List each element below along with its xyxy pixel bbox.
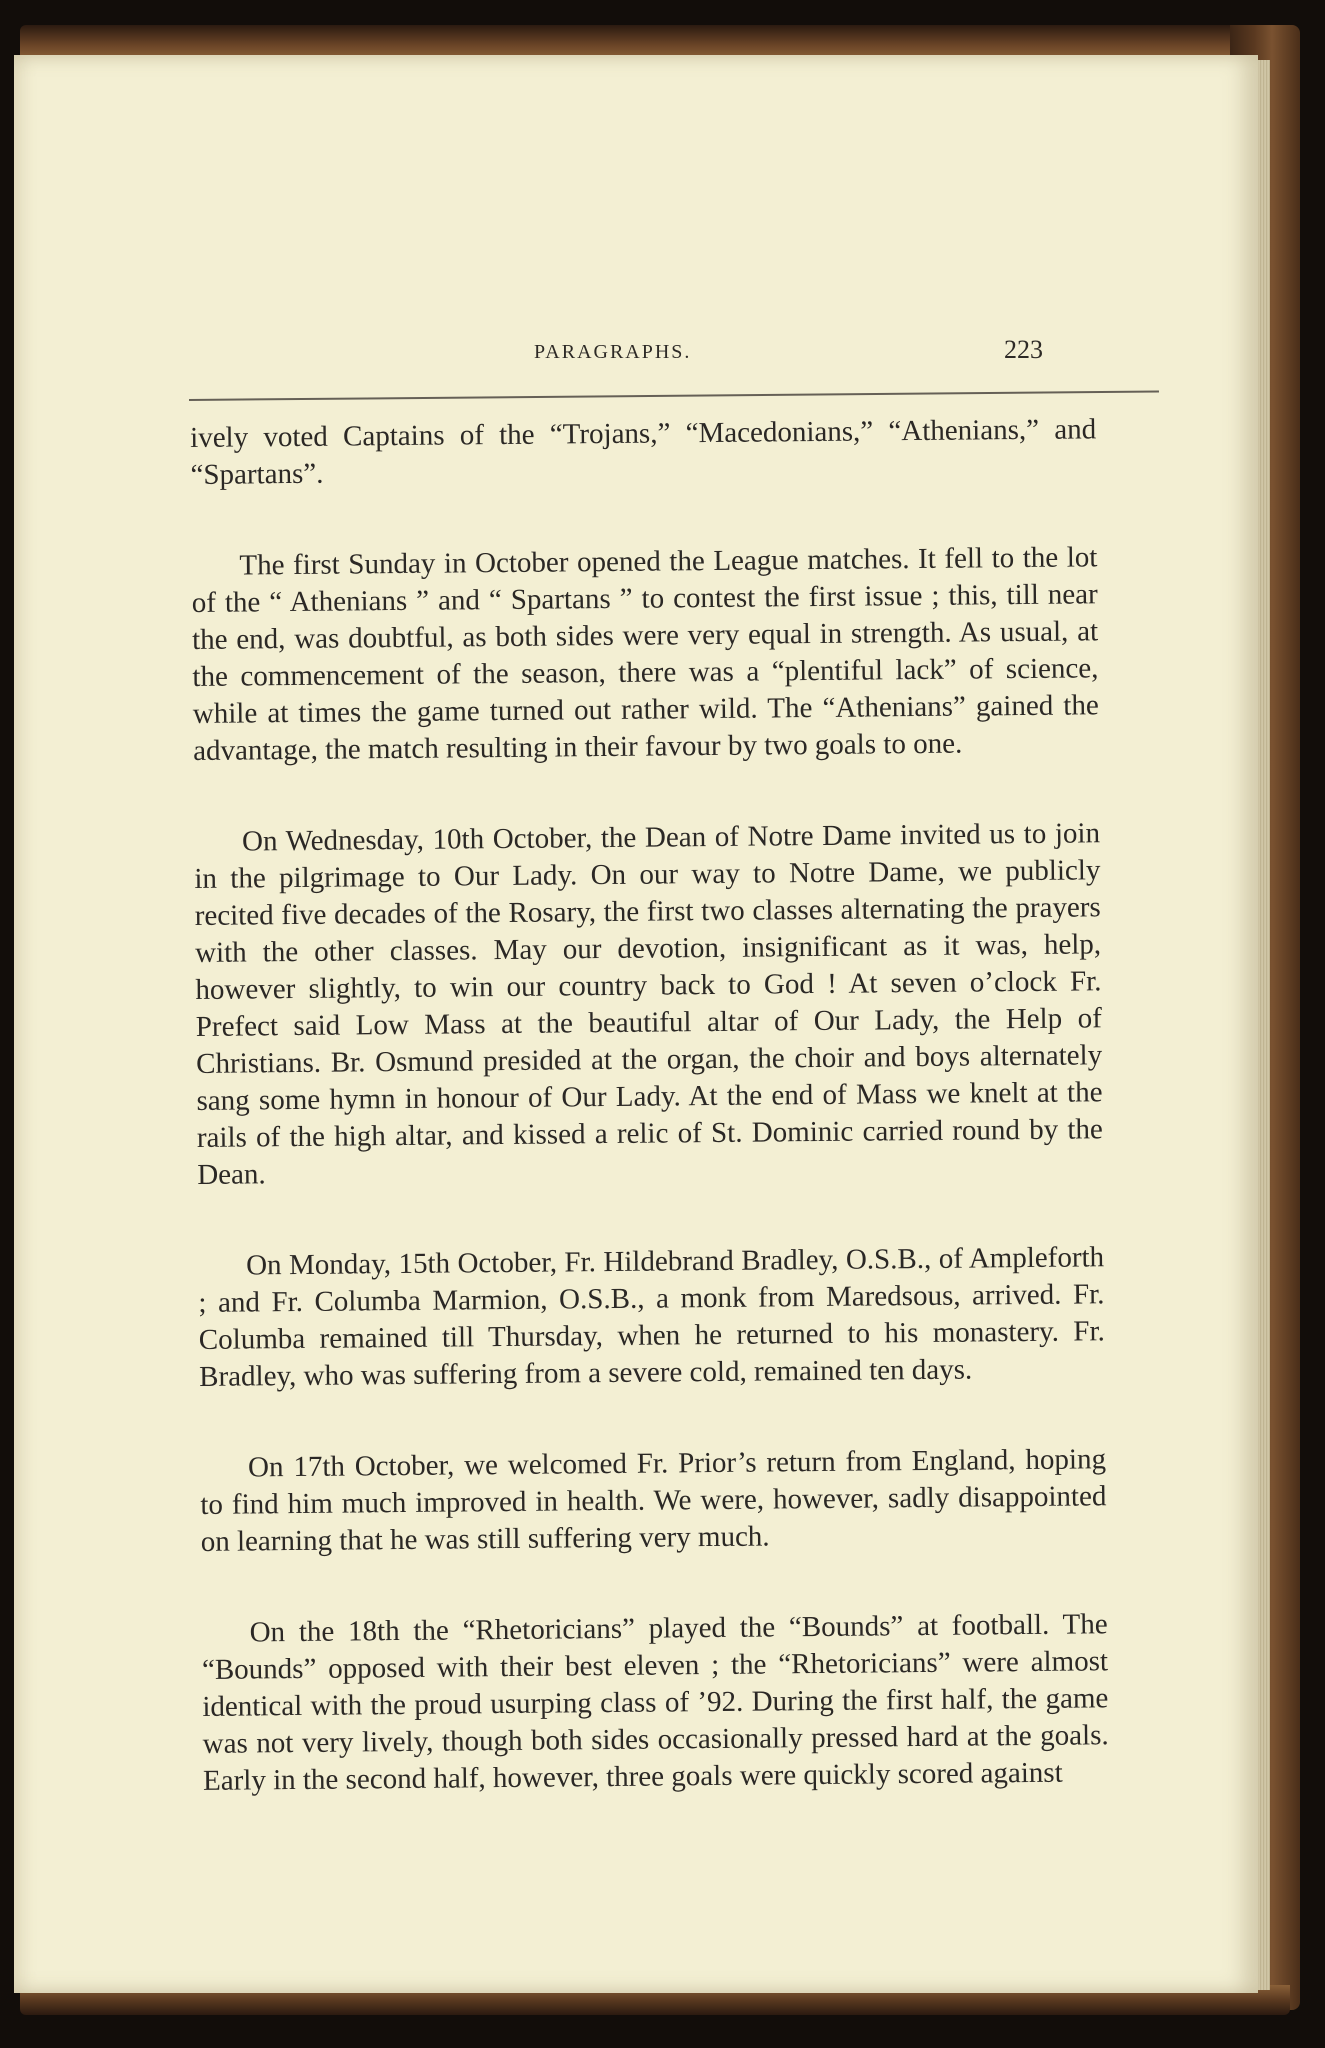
header-rule: [189, 391, 1159, 401]
running-head: [14, 335, 1258, 375]
binding-top-edge: [20, 25, 1290, 59]
body-text: [190, 411, 1110, 1854]
page-number: 223: [1004, 335, 1043, 364]
paragraph-pilgrimage: On Wednesday, 10th October, the Dean of Notre Dame invited us to join in the pilgrimage to Our Lady. On our way to Notre Dame, we publicly recited five decades of the Rosary, the first two classes alternating the prayers with the other classes. May our devotion, insignificant as it was, help, however slightly, to win our country back to God ! At seven o’clock Fr. Prefect said Low Mass at the beautiful altar of Our Lady, the Help of Christians. Br. Osmund presided at the organ, the choir and boys alternately sang some hymn in honour of Our Lady. At the end of Mass we knelt at the rails of the high altar, and kissed a relic of St. Dominic carried round by the Dean.: [194, 817, 1104, 1191]
running-title: PARAGRAPHS.: [534, 341, 692, 363]
paragraph-football-match: On the 18th the “Rhetoricians” played the “Bounds” at football. The “Bounds” opposed with their best eleven ; the “Rhetoricians” were almost identical with the proud usurping class of ’92. During the first half, the game was not very lively, though both sides occasionally pressed hard at the goals. Early in the second half, however, three goals were quickly scored against: [201, 1608, 1109, 1797]
paragraph-league-matches: The first Sunday in October opened the League matches. It fell to the lot of the “ Athenians ” and “ Spartans ” to contest the first issue ; this, till near the end, was doubtful, as both sides were very equal in strength. As usual, at the commencement of the season, there was a “plentiful lack” of science, while at times the game turned out rather wild. The “Athenians” gained the advantage, the match resulting in their favour by two goals to one.: [191, 541, 1099, 767]
paragraph-continuation: ively voted Captains of the “Trojans,” “Macedonians,” “Athenians,” and “Spartans”.: [190, 413, 1097, 491]
book-page: [14, 55, 1258, 1993]
paragraph-visitors: On Monday, 15th October, Fr. Hildebrand Bradley, O.S.B., of Ampleforth ; and Fr. Columba Marmion, O.S.B., a monk from Maredsous, arrived. Fr. Columba remained till Thursday, when he returned to his monastery. Fr. Bradley, who was suffering from a severe cold, remained ten days.: [198, 1241, 1105, 1393]
paragraph-prior-return: On 17th October, we welcomed Fr. Prior’s return from England, hoping to find him much improved in health. We were, however, sadly disappointed on learning that he was still suffering very much.: [200, 1443, 1107, 1558]
